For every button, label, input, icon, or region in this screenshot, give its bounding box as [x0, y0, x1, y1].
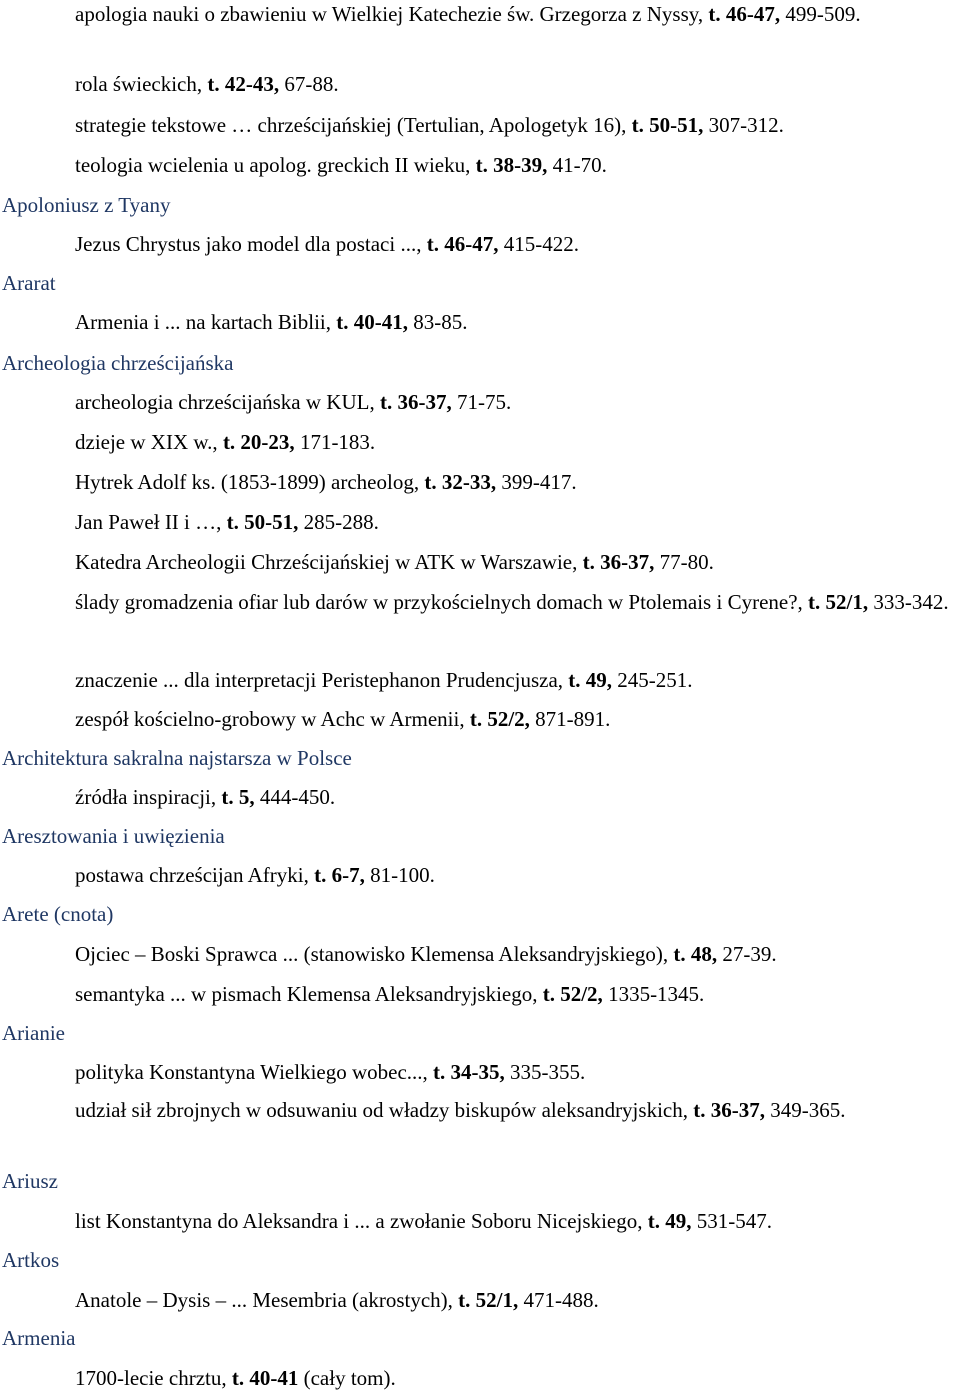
index-entry	[75, 1098, 960, 1123]
page-range: 333-342.	[868, 590, 949, 614]
volume-ref: t. 52/1,	[458, 1288, 519, 1312]
page-range: 335-355.	[504, 1060, 586, 1084]
index-entry	[75, 942, 960, 967]
volume-ref: t. 52/1,	[808, 590, 869, 614]
volume-ref: t. 36-37,	[582, 550, 655, 574]
index-entry	[75, 1209, 960, 1234]
index-entry	[75, 982, 960, 1007]
index-entry	[75, 390, 960, 415]
index-entry	[75, 510, 960, 535]
page-range: 399-417.	[496, 470, 577, 494]
page-range: 71-75.	[451, 390, 512, 414]
index-entry	[75, 707, 960, 732]
index-heading: Artkos	[2, 1248, 60, 1272]
index-entry	[75, 668, 960, 693]
page-range: 77-80.	[654, 550, 714, 574]
index-entry	[75, 310, 960, 335]
index-heading: Arete (cnota)	[2, 902, 114, 926]
volume-ref: t. 50-51,	[226, 510, 299, 534]
index-entry	[75, 430, 960, 455]
page-range: 27-39.	[717, 942, 777, 966]
page-range: 245-251.	[612, 668, 693, 692]
page-range: 81-100.	[364, 863, 435, 887]
page-range: 349-365.	[764, 1098, 846, 1122]
entry-text: Anatole – Dysis – ... Mesembria (akrostych),	[75, 1288, 459, 1312]
index-entry	[75, 1288, 960, 1313]
entry-text: semantyka ... w pismach Klemensa Aleksandryjskiego,	[75, 982, 543, 1006]
volume-ref: t. 52/2,	[469, 707, 530, 731]
page-range: 83-85.	[408, 310, 468, 334]
index-heading: Aresztowania i uwięzienia	[2, 824, 225, 848]
index-heading: Ararat	[2, 271, 56, 295]
index-entry	[75, 785, 960, 810]
volume-ref: t. 52/2,	[542, 982, 603, 1006]
page-range: 871-891.	[529, 707, 611, 731]
index-entry	[75, 153, 960, 178]
entry-text: apologia nauki o zbawieniu w Wielkiej Katechezie św. Grzegorza z Nyssy,	[75, 2, 709, 26]
page-range: 471-488.	[518, 1288, 599, 1312]
entry-text: teologia wcielenia u apolog. greckich II wieku,	[75, 153, 476, 177]
entry-text: Ojciec – Boski Sprawca ... (stanowisko Klemensa Aleksandryjskiego),	[75, 942, 674, 966]
entry-text: strategie tekstowe … chrześcijańskiej (Tertulian, Apologetyk 16),	[75, 113, 632, 137]
index-entry	[75, 2, 960, 27]
entry-text: ślady gromadzenia ofiar lub darów w przykościelnych domach w Ptolemais i Cyrene?,	[75, 590, 809, 614]
index-entry	[75, 113, 960, 138]
page-range: 531-547.	[691, 1209, 772, 1233]
volume-ref: t. 46-47,	[426, 232, 499, 256]
page-range: 67-88.	[279, 72, 339, 96]
entry-text: Jan Paweł II i …,	[75, 510, 227, 534]
page-range: 444-450.	[254, 785, 336, 809]
page-range: 415-422.	[498, 232, 579, 256]
volume-ref: t. 49,	[647, 1209, 692, 1233]
entry-text: archeologia chrześcijańska w KUL,	[75, 390, 380, 414]
entry-text: Jezus Chrystus jako model dla postaci ...,	[75, 232, 427, 256]
page-range: 499-509.	[780, 2, 861, 26]
volume-ref: t. 38-39,	[475, 153, 548, 177]
volume-ref: t. 50-51,	[631, 113, 704, 137]
index-heading: Ariusz	[2, 1169, 58, 1193]
page-range: 41-70.	[547, 153, 607, 177]
index-heading: Arianie	[2, 1021, 65, 1045]
index-entry	[75, 1366, 960, 1391]
volume-ref: t. 34-35,	[433, 1060, 505, 1084]
entry-text: postawa chrześcijan Afryki,	[75, 863, 315, 887]
index-entry	[75, 72, 960, 97]
volume-ref: t. 46-47,	[708, 2, 781, 26]
entry-text: dzieje w XIX w.,	[75, 430, 223, 454]
volume-ref: t. 36-37,	[379, 390, 452, 414]
volume-ref: t. 49,	[568, 668, 613, 692]
entry-text: znaczenie ... dla interpretacji Peristephanon Prudencjusza,	[75, 668, 569, 692]
index-entry	[75, 470, 960, 495]
index-entry	[75, 863, 960, 888]
entry-text: 1700-lecie chrztu,	[75, 1366, 232, 1390]
index-entry	[75, 590, 960, 615]
entry-text: Katedra Archeologii Chrześcijańskiej w ATK w Warszawie,	[75, 550, 583, 574]
volume-ref: t. 6-7,	[314, 863, 365, 887]
volume-ref: t. 36-37,	[693, 1098, 765, 1122]
page-range: 1335-1345.	[602, 982, 705, 1006]
entry-text: Armenia i ... na kartach Biblii,	[75, 310, 337, 334]
entry-text: rola świeckich,	[75, 72, 208, 96]
index-entry	[75, 550, 960, 575]
volume-ref: t. 40-41,	[336, 310, 409, 334]
entry-text: zespół kościelno-grobowy w Achc w Armenii,	[75, 707, 470, 731]
page-range: 307-312.	[703, 113, 784, 137]
volume-ref: t. 20-23,	[222, 430, 295, 454]
volume-ref: t. 42-43,	[207, 72, 280, 96]
index-heading: Architektura sakralna najstarsza w Polsce	[2, 746, 352, 770]
volume-ref: t. 32-33,	[424, 470, 497, 494]
volume-ref: t. 48,	[673, 942, 718, 966]
index-entry	[75, 232, 960, 257]
page-range: 285-288.	[298, 510, 379, 534]
page-range: (cały tom).	[298, 1366, 396, 1390]
index-entry	[75, 1060, 960, 1085]
index-heading: Armenia	[2, 1326, 76, 1350]
page-range: 171-183.	[294, 430, 376, 454]
volume-ref: t. 40-41	[231, 1366, 299, 1390]
entry-text: źródła inspiracji,	[75, 785, 222, 809]
index-heading: Archeologia chrześcijańska	[2, 351, 234, 375]
entry-text: list Konstantyna do Aleksandra i ... a zwołanie Soboru Nicejskiego,	[75, 1209, 648, 1233]
volume-ref: t. 5,	[221, 785, 255, 809]
entry-text: polityka Konstantyna Wielkiego wobec...,	[75, 1060, 434, 1084]
entry-text: Hytrek Adolf ks. (1853-1899) archeolog,	[75, 470, 425, 494]
entry-text: udział sił zbrojnych w odsuwaniu od władzy biskupów aleksandryjskich,	[75, 1098, 694, 1122]
index-heading: Apoloniusz z Tyany	[2, 193, 171, 217]
